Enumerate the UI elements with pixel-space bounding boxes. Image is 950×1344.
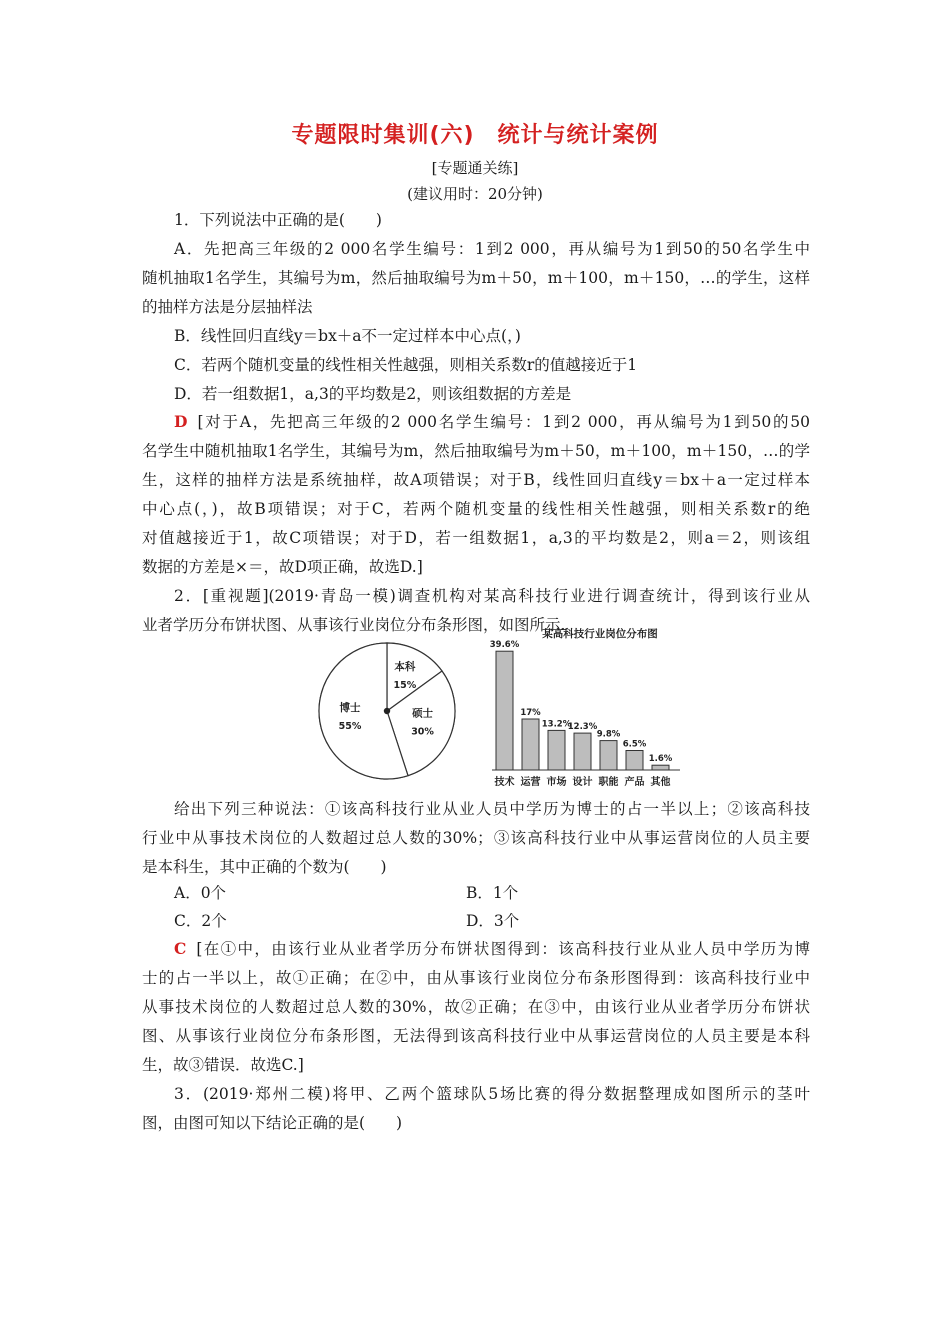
q2-stem-line1: 2．[重视题](2019·青岛一模)调查机构对某高科技行业进行调查统计，得到该行业从 [174,587,810,605]
bar-7 [652,765,669,770]
bar-category-label-7: 其他 [650,777,671,788]
bar-category-label-6: 产品 [624,777,645,788]
q1-explanation-line3: 生，这样的抽样方法是系统抽样，故A项错误；对于B，线性回归直线y＝bx＋a一定过样本 [142,471,810,489]
q2-option-b: B．1个 [466,884,519,902]
q2-stem-line2: 业者学历分布饼状图、从事该行业岗位分布条形图，如图所示. [142,616,566,634]
q2-option-d: D．3个 [466,912,520,930]
q1-option-a-line3: 的抽样方法是分层抽样法 [142,298,313,316]
bar-value-label-3: 13.2% [541,719,572,730]
q2-option-a: A．0个 [174,884,227,902]
bar-value-label-2: 17% [520,708,541,718]
q1-explanation-line6: 数据的方差是×＝，故D项正确，故选D.] [142,558,423,576]
bar-value-label-4: 12.3% [567,722,598,733]
bar-category-label-3: 市场 [546,777,567,788]
q1-stem: 1．下列说法中正确的是( ) [174,211,382,229]
education-pie-chart [312,636,462,786]
q2-explanation-line4: 图、从事该行业岗位分布条形图，无法得到该高科技行业中从事运营岗位的人员主要是本科 [142,1027,810,1045]
q1-option-c: C．若两个随机变量的线性相关性越强，则相关系数r的值越接近于1 [174,356,638,374]
pie-value-label-1: 15% [393,679,417,691]
q2-option-c: C．2个 [174,912,227,930]
time-note: (建议用时：20分钟) [407,185,543,203]
bar-value-label-6: 6.5% [622,739,647,750]
pie-center-dot [384,708,390,714]
q3-stem-line2: 图，由图可知以下结论正确的是( ) [142,1114,403,1132]
pie-value-label-3: 55% [338,720,362,732]
pie-label-3: 博士 [339,701,361,714]
q3-stem-line1: 3．(2019·郑州二模)将甲、乙两个篮球队5场比赛的得分数据整理成如图所示的茎叶 [174,1085,810,1103]
page-title: 专题限时集训(六) 统计与统计案例 [291,123,659,148]
q2-explanation-line2: 士的占一半以上，故①正确；在②中，由从事该行业岗位分布条形图得到：该高科技行业中 [142,969,810,987]
pie-value-label-2: 30% [411,726,434,738]
bar-6 [626,751,643,771]
bar-category-label-4: 设计 [572,777,593,788]
bar-value-label-5: 9.8% [596,729,621,740]
section-subtitle: [专题通关练] [431,159,519,177]
bar-2 [522,719,539,770]
q2-statements-line1: 给出下列三种说法：①该高科技行业从业人员中学历为博士的占一半以上；②该高科技 [174,800,810,818]
q1-option-d: D．若一组数据1，a,3的平均数是2，则该组数据的方差是 [174,385,572,403]
q2-statements-line2: 行业中从事技术岗位的人数超过总人数的30%；③该高科技行业中从事运营岗位的人员主要 [142,829,810,847]
bar-4 [574,733,591,770]
bar-3 [548,730,565,770]
q2-answer: C [174,939,187,958]
bar-chart-title: 某高科技行业岗位分布图 [542,628,658,640]
q2-explanation-line3: 从事技术岗位的人数超过总人数的30%，故②正确；在③中，由该行业从业者学历分布饼状 [142,998,810,1016]
q1-explanation-line5: 对值越接近于1，故C项错误；对于D，若一组数据1，a,3的平均数是2，则a＝2，则该组 [142,529,810,547]
bar-1 [496,651,513,770]
bar-value-label-7: 1.6% [648,754,673,765]
pie-label-1: 本科 [394,660,416,673]
q2-explanation-line5: 生，故③错误．故选C.] [142,1056,304,1074]
q1-option-a-line2: 随机抽取1名学生，其编号为m，然后抽取编号为m＋50，m＋100，m＋150，…的学生，这样 [142,269,810,287]
q1-explanation-line2: 名学生中随机抽取1名学生，其编号为m，然后抽取编号为m＋50，m＋100，m＋150，…的学 [142,442,810,460]
bar-value-label-1: 39.6% [489,640,520,651]
pie-label-2: 硕士 [412,707,434,720]
q1-explanation-line4: 中心点(，)，故B项错误；对于C，若两个随机变量的线性相关性越强，则相关系数r的绝 [142,500,810,518]
bar-5 [600,741,617,770]
q1-option-b: B．线性回归直线y＝bx＋a不一定过样本中心点(，) [174,327,521,345]
job-distribution-bar-chart [480,624,690,794]
bar-category-label-2: 运营 [520,777,541,788]
q2-explanation-line1: C [在①中，由该行业从业者学历分布饼状图得到：该高科技行业从业人员中学历为博 [174,939,810,958]
q1-option-a-line1: A．先把高三年级的2 000名学生编号：1到2 000，再从编号为1到50的50名学生中 [174,240,810,258]
q2-statements-line3: 是本科生，其中正确的个数为( ) [142,858,387,876]
bar-category-label-1: 技术 [494,777,515,788]
bar-category-label-5: 职能 [598,777,619,788]
q1-explanation-line1: D [对于A，先把高三年级的2 000名学生编号：1到2 000，再从编号为1到50的50 [174,412,810,431]
q1-answer: D [174,412,188,431]
